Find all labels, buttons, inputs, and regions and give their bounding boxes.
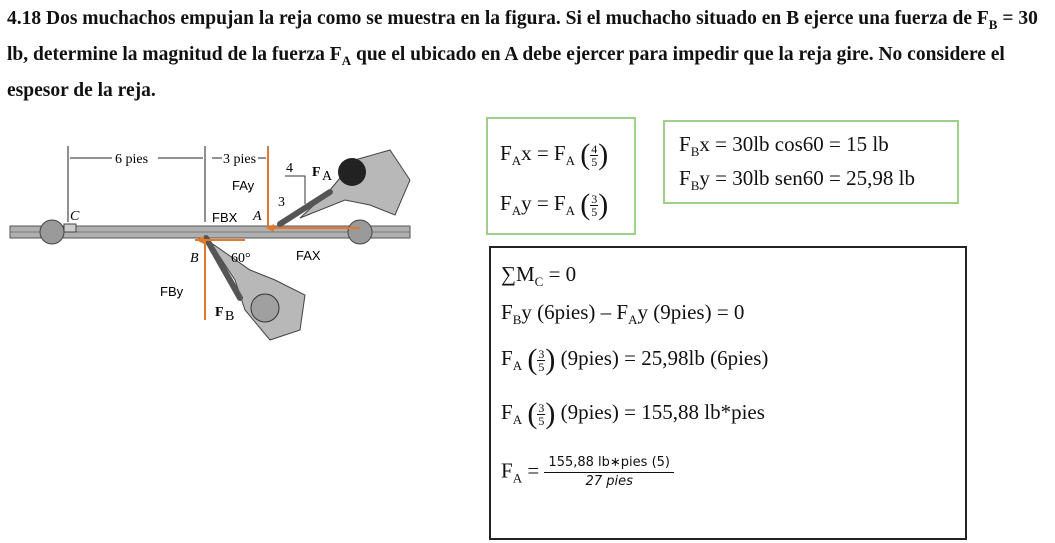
label-fbx: FBX (212, 210, 238, 225)
post-right (348, 220, 372, 244)
fa-fraction: 155,88 lb∗pies (5) 27 pies (544, 454, 674, 491)
eq-fax-sub: A (511, 153, 522, 169)
label-fb-sub: B (225, 309, 235, 324)
eq-fbx: $F_Bx = 30lb$ cos60 = 15 lb (679, 132, 889, 160)
box-fb-components (663, 120, 959, 204)
eq-fay-sub: A (511, 203, 522, 219)
sub-a: A (341, 52, 352, 68)
frac-4-5: $\frac{4}{5}$ (591, 141, 598, 169)
problem-text-3: que el ubicado en A debe ejercer para impedir que la reja gire. No considere el espesor de la reja. (7, 43, 1005, 101)
box-moment-solution (489, 246, 967, 540)
person-a (280, 150, 410, 224)
eq-sum-moments: $\sum M_C = 0$ (501, 262, 577, 290)
problem-number: 4.18 (7, 8, 42, 29)
tri-4: 4 (286, 161, 293, 176)
label-fb-main: F (215, 305, 224, 320)
label-fax: FAX (296, 248, 321, 263)
label-fby: FBy (160, 284, 184, 299)
angle-60: 60° (231, 251, 251, 266)
dim-6-pies: 6 pies (115, 152, 149, 167)
eq-fax-mid: x = F (521, 141, 566, 165)
eq-substitution: $F_A$ ( $\frac{3}{5}$ ) (9pies) = 25,98lb (6pies) (501, 343, 769, 377)
gate-figure (0, 120, 470, 420)
post-left (40, 220, 64, 244)
sub-b: B (988, 16, 998, 32)
problem-text-2: = 30 lb, determine la magnitud de la fuerza F (7, 8, 1038, 65)
label-b: B (190, 251, 199, 266)
label-a: A (253, 209, 262, 224)
eq-moment-balance: $F_By$ (6pies) – $F_Ay$ (9pies) = 0 (501, 300, 745, 328)
eq-fax: $F_Ax = F_A$ ( $\frac{4}{5}$ ) (500, 138, 609, 172)
eq-simplified: $F_A$ ( $\frac{3}{5}$ ) (9pies) = 155,88 lb*pies (501, 397, 765, 431)
label-c: C (70, 209, 80, 224)
eq-fax-f: F (500, 141, 512, 165)
eq-fay-f: F (500, 191, 512, 215)
problem-text-1: Dos muchachos empujan la reja como se muestra en la figura. Si el muchacho situado en B ejerce una fuerza de F (46, 8, 989, 29)
problem-statement (7, 4, 1051, 106)
eq-fay-mid: y = F (521, 191, 566, 215)
label-fa-sub: A (322, 169, 333, 184)
box-fa-components (486, 117, 636, 235)
frac-3-5: $\frac{3}{5}$ (591, 191, 598, 219)
tri-3: 3 (278, 195, 285, 210)
label-fay: FAy (232, 178, 255, 193)
dim-3-pies: 3 pies (223, 152, 257, 167)
eq-fay-rsub: A (565, 203, 575, 219)
eq-fax-rsub: A (565, 153, 575, 169)
label-fa-main: F (312, 165, 321, 180)
person-b (206, 238, 305, 340)
eq-fby: $F_By = 30lb$ sen60 = 25,98 lb (679, 166, 915, 194)
eq-fa-result: $F_A$ = 155,88 lb∗pies (5) 27 pies (501, 454, 674, 491)
eq-fay: $F_Ay = F_A$ ( $\frac{3}{5}$ ) (500, 188, 609, 222)
